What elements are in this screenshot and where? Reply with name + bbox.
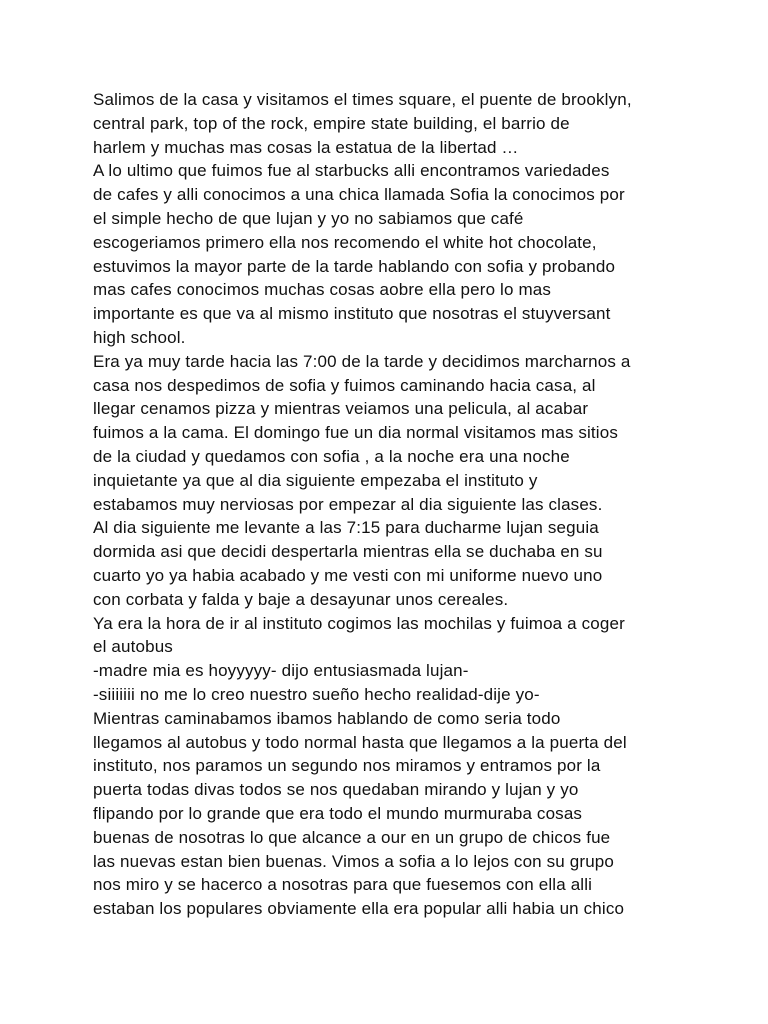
text-line: Al dia siguiente me levante a las 7:15 para ducharme lujan seguia (93, 518, 599, 538)
text-line: estabamos muy nerviosas por empezar al dia siguiente las clases. (93, 494, 603, 514)
text-line: el simple hecho de que lujan y yo no sabiamos que café (93, 208, 524, 228)
text-line: Era ya muy tarde hacia las 7:00 de la tarde y decidimos marcharnos a (93, 351, 631, 371)
text-line: harlem y muchas mas cosas la estatua de la libertad … (93, 137, 519, 157)
text-line: instituto, nos paramos un segundo nos miramos y entramos por la (93, 756, 601, 776)
text-line: estaban los populares obviamente ella era popular alli habia un chico (93, 899, 625, 919)
text-line: A lo ultimo que fuimos fue al starbucks alli encontramos variedades (93, 161, 610, 181)
text-line: llegamos al autobus y todo normal hasta que llegamos a la puerta del (93, 732, 627, 752)
text-line: dormida asi que decidi despertarla mientras ella se duchaba en su (93, 542, 603, 562)
text-line: cuarto yo ya habia acabado y me vesti con mi uniforme nuevo uno (93, 565, 603, 585)
text-line: el autobus (93, 637, 173, 657)
text-line: high school. (93, 327, 186, 347)
text-line: escogeriamos primero ella nos recomendo el white hot chocolate, (93, 232, 597, 252)
text-line: llegar cenamos pizza y mientras veiamos una pelicula, al acabar (93, 399, 589, 419)
text-line: importante es que va al mismo instituto que nosotras el stuyversant (93, 304, 611, 324)
text-line: Mientras caminabamos ibamos hablando de como seria todo (93, 708, 561, 728)
text-line: estuvimos la mayor parte de la tarde hablando con sofia y probando (93, 256, 616, 276)
text-line: puerta todas divas todos se nos quedaban mirando y lujan y yo (93, 780, 579, 800)
text-line: de cafes y alli conocimos a una chica llamada Sofia la conocimos por (93, 185, 625, 205)
text-line: con corbata y falda y baje a desayunar unos cereales. (93, 589, 509, 609)
text-line: de la ciudad y quedamos con sofia , a la noche era una noche (93, 446, 570, 466)
text-line: nos miro y se hacerco a nosotras para que fuesemos con ella alli (93, 875, 593, 895)
text-line: -madre mia es hoyyyyy- dijo entusiasmada lujan- (93, 661, 469, 681)
text-line: mas cafes conocimos muchas cosas aobre ella pero lo mas (93, 280, 552, 300)
text-line: -siiiiiii no me lo creo nuestro sueño hecho realidad-dije yo- (93, 684, 540, 704)
text-line: fuimos a la cama. El domingo fue un dia normal visitamos mas sitios (93, 423, 618, 443)
text-line: Salimos de la casa y visitamos el times square, el puente de brooklyn, (93, 90, 632, 109)
text-line: las nuevas estan bien buenas. Vimos a sofia a lo lejos con su grupo (93, 851, 615, 871)
text-line: flipando por lo grande que era todo el mundo murmuraba cosas (93, 803, 583, 823)
text-line: casa nos despedimos de sofia y fuimos caminando hacia casa, al (93, 375, 596, 395)
text-line: buenas de nosotras lo que alcance a our en un grupo de chicos fue (93, 827, 611, 847)
text-line: inquietante ya que al dia siguiente empezaba el instituto y (93, 470, 538, 490)
text-line: Ya era la hora de ir al instituto cogimos las mochilas y fuimoa a coger (93, 613, 625, 633)
text-line: central park, top of the rock, empire state building, el barrio de (93, 113, 570, 133)
document-page (93, 88, 693, 921)
